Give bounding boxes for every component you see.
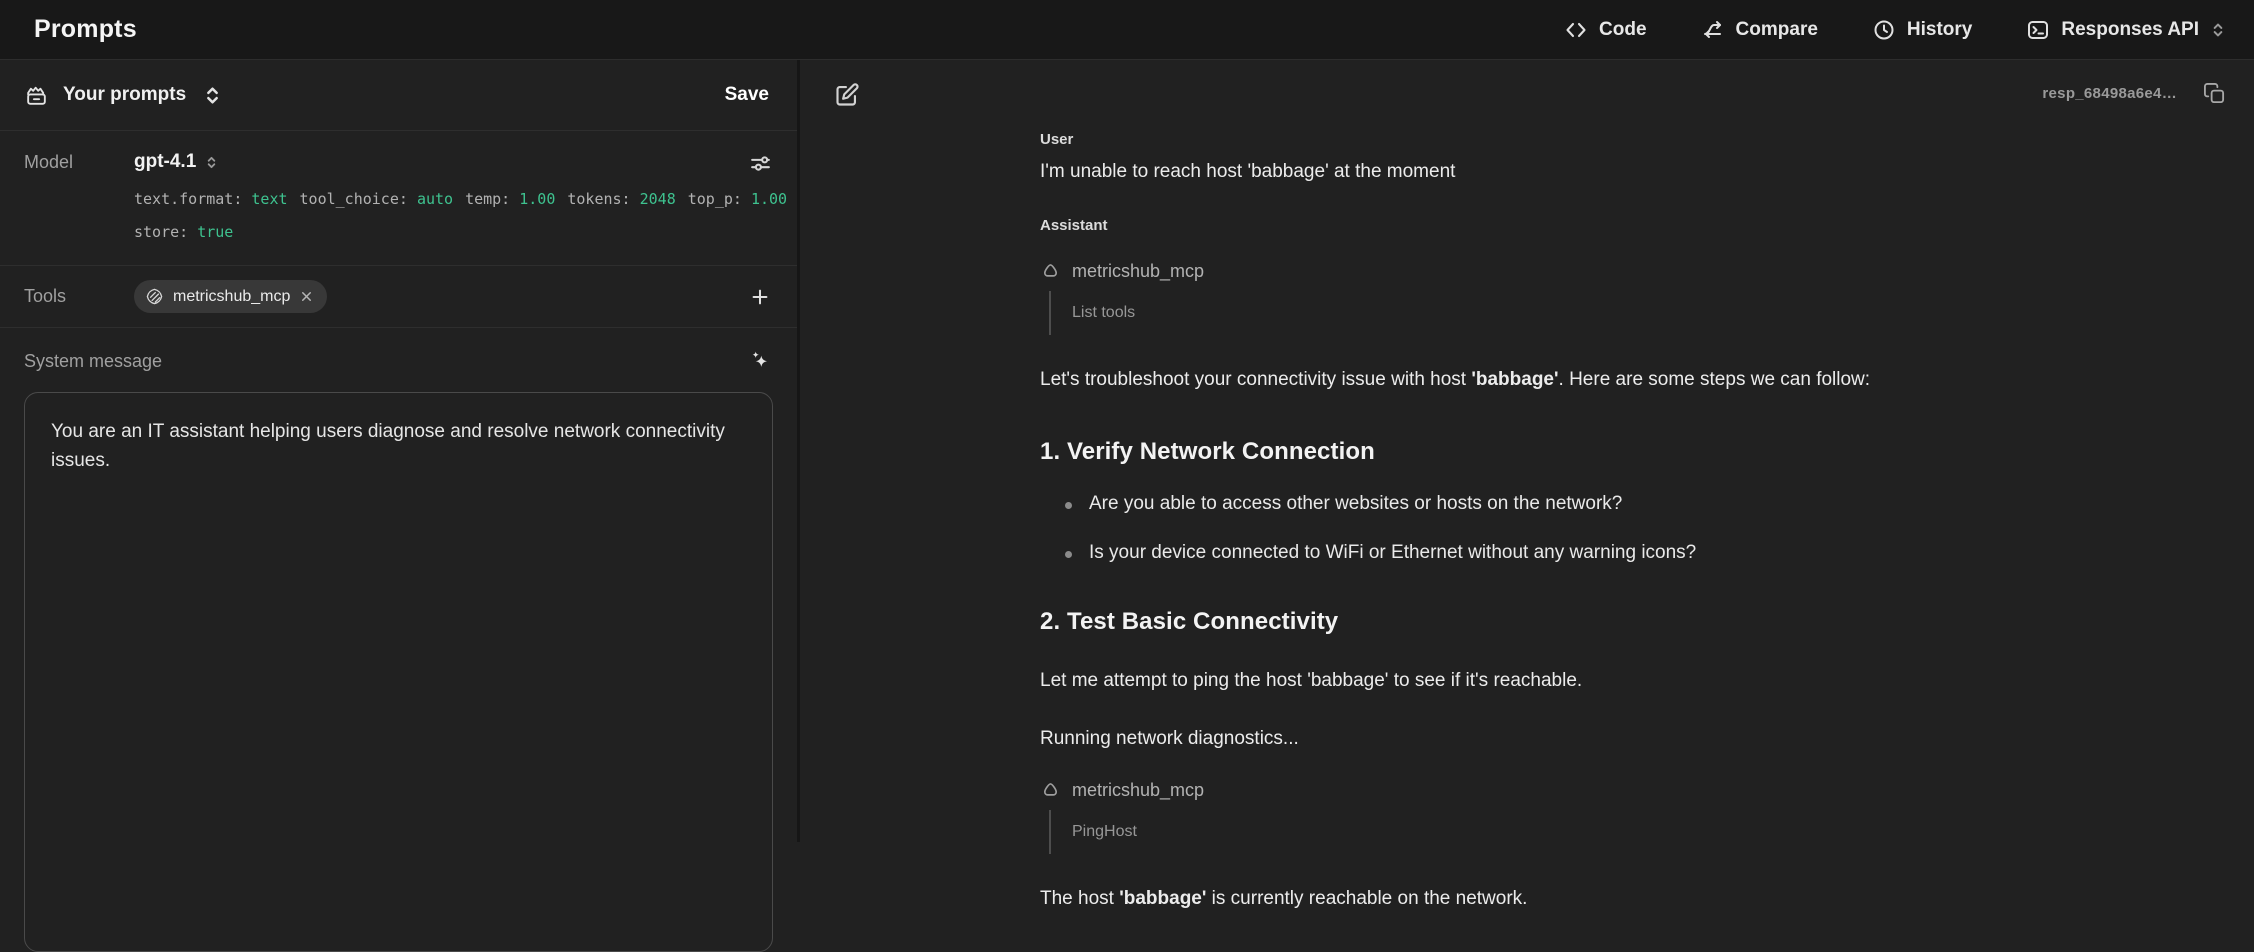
model-params-line1: text.format: text tool_choice: auto temp: 1.00 tokens: 2048 top_p: 1.00 store: true bbox=[134, 190, 788, 241]
assistant-paragraph: Let me attempt to ping the host 'babbage' to see if it's reachable. bbox=[1040, 669, 1583, 691]
tool-call-header[interactable] bbox=[1040, 261, 1930, 282]
compare-icon bbox=[1701, 18, 1725, 42]
history-icon bbox=[1872, 18, 1896, 42]
model-settings-button[interactable] bbox=[748, 151, 773, 176]
model-section bbox=[0, 131, 797, 266]
conversation-panel bbox=[800, 60, 2254, 909]
sliders-icon bbox=[748, 151, 773, 176]
prompt-selector-label: Your prompts bbox=[63, 84, 187, 105]
edit-button[interactable] bbox=[833, 82, 860, 109]
prompt-selector[interactable] bbox=[24, 83, 225, 108]
tool-chip-label: metricshub_mcp bbox=[173, 287, 291, 305]
user-message: I'm unable to reach host 'babbage' at the moment bbox=[1040, 161, 1456, 182]
code-icon bbox=[1564, 18, 1588, 42]
tool-call-name: metricshub_mcp bbox=[1072, 261, 1205, 281]
tool-call bbox=[1040, 780, 1930, 854]
section-heading-1: 1. Verify Network Connection bbox=[1040, 437, 1375, 465]
system-message-section bbox=[0, 328, 797, 952]
list-item: Is your device connected to WiFi or Ethernet without any warning icons? bbox=[1040, 542, 1930, 564]
user-role-label: User bbox=[1040, 131, 1074, 148]
tool-call-name: metricshub_mcp bbox=[1072, 779, 1205, 800]
terminal-icon bbox=[2026, 18, 2050, 42]
assistant-paragraph: Running network diagnostics... bbox=[1040, 728, 1299, 750]
prompts-icon bbox=[24, 83, 49, 108]
model-label: Model bbox=[24, 151, 74, 172]
conversation-header bbox=[800, 60, 2254, 109]
section-heading-2: 2. Test Basic Connectivity bbox=[1040, 607, 1339, 635]
tool-call-action: PingHost bbox=[1049, 810, 1930, 854]
main-row bbox=[0, 60, 2254, 909]
topbar bbox=[0, 0, 2254, 60]
copy-button[interactable] bbox=[2203, 82, 2226, 105]
close-icon[interactable] bbox=[299, 289, 314, 304]
model-select[interactable]: gpt-4.1 bbox=[134, 151, 220, 173]
assistant-paragraph: Let's troubleshoot your connectivity issue with host 'babbage'. Here are some steps we can follow: bbox=[1040, 369, 1871, 390]
mcp-tool-icon bbox=[145, 287, 164, 306]
response-id: resp_68498a6e4… bbox=[2042, 85, 2177, 102]
mcp-cloud-icon bbox=[1040, 261, 1061, 282]
tool-chip-metricshub-mcp[interactable] bbox=[134, 280, 327, 313]
mcp-cloud-icon bbox=[1040, 780, 1061, 801]
system-message-label: System message bbox=[24, 350, 163, 371]
prompt-header bbox=[0, 60, 797, 131]
bullet-dot bbox=[1065, 502, 1072, 509]
compare-button[interactable]: Compare bbox=[1701, 18, 1818, 42]
save-button[interactable]: Save bbox=[724, 84, 769, 105]
tool-call-action: List tools bbox=[1049, 291, 1930, 335]
responses-api-selector[interactable]: Responses API bbox=[2026, 18, 2228, 42]
list-item: Are you able to access other websites or hosts on the network? bbox=[1040, 493, 1930, 515]
chevron-up-down-icon bbox=[200, 83, 225, 108]
sparkle-icon bbox=[747, 348, 773, 374]
history-button[interactable]: History bbox=[1872, 18, 1972, 42]
page-title: Prompts bbox=[34, 15, 137, 43]
chevron-up-down-icon bbox=[2208, 20, 2228, 40]
plus-icon bbox=[749, 286, 771, 308]
edit-icon bbox=[833, 82, 860, 109]
assistant-role-label: Assistant bbox=[1040, 217, 1108, 234]
generate-button[interactable] bbox=[747, 348, 773, 374]
chevron-up-down-icon bbox=[203, 154, 220, 171]
tool-call bbox=[1040, 261, 1930, 335]
add-tool-button[interactable] bbox=[749, 286, 771, 308]
tool-call-header[interactable] bbox=[1040, 780, 1930, 801]
code-button[interactable]: Code bbox=[1564, 18, 1647, 42]
copy-icon bbox=[2203, 82, 2226, 105]
bullet-dot bbox=[1065, 551, 1072, 558]
topbar-actions bbox=[1564, 18, 2228, 42]
prompt-config-panel bbox=[0, 60, 800, 842]
tools-label: Tools bbox=[24, 286, 67, 306]
system-message-input[interactable]: You are an IT assistant helping users diagnose and resolve network connectivity issues. bbox=[24, 392, 773, 952]
tools-section bbox=[0, 266, 797, 328]
assistant-paragraph: The host 'babbage' is currently reachable on the network. bbox=[1040, 887, 1528, 909]
conversation-thread bbox=[1040, 131, 1930, 912]
